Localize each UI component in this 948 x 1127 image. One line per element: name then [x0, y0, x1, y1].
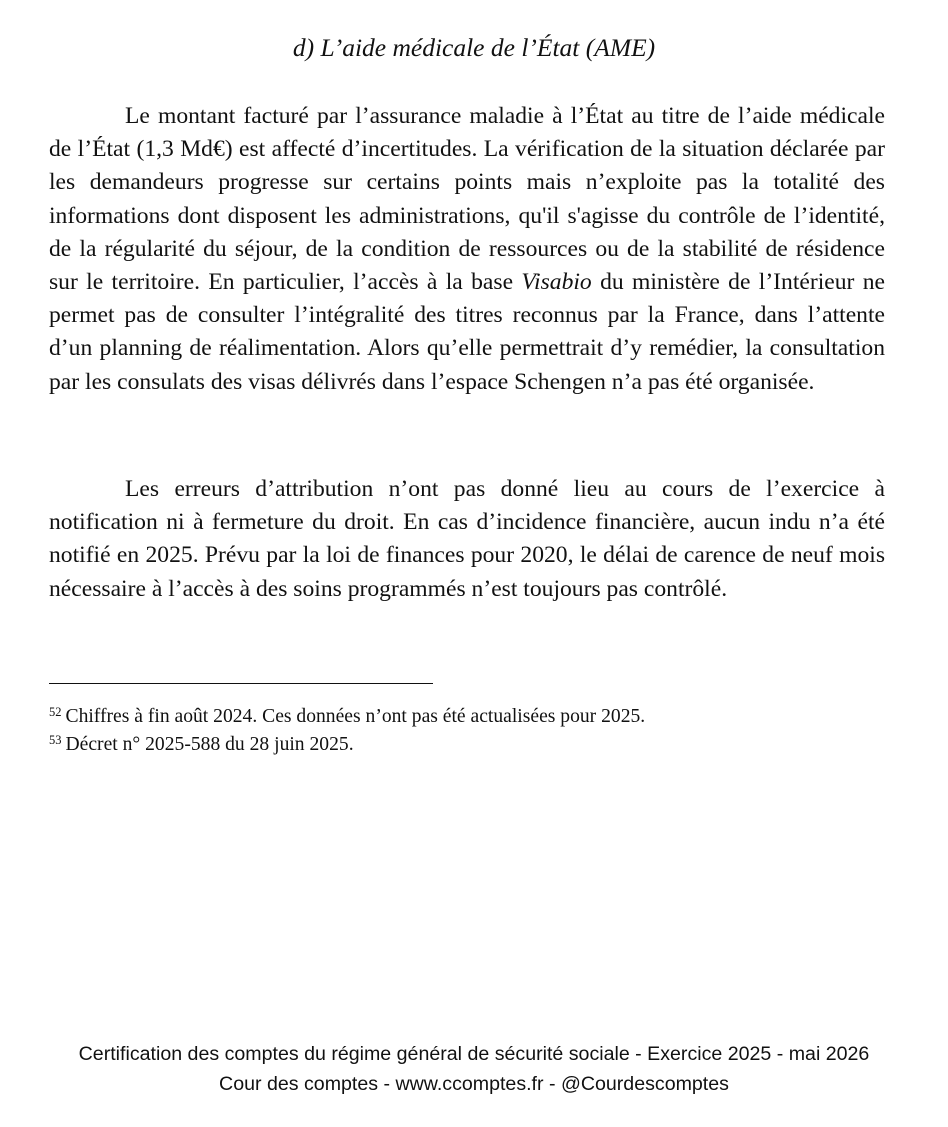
body-paragraph-1 — [49, 100, 885, 399]
paragraph-1-text-a: Le montant facturé par l’assurance maladie à l’État au titre de l’aide médicale de l’État (1,3 Md€) est affecté d’incertitudes. La vérification de la situation déclarée par les demandeurs progresse sur certains points mais n’exploite pas la totalité des informations dont disposent les administrations, qu'il s'agisse du contrôle de l’identité, de la régularité du séjour, de la condition de ressources ou de la stabilité de résidence sur le territoire. En particulier, l’accès à la base — [49, 103, 885, 296]
section-title: d) L’aide médicale de l’État (AME) — [292, 33, 656, 62]
paragraph-1-text-b: du ministère de l’Intérieur ne permet pas de consulter l’intégralité des titres reconnus par la France, dans l’attente d’un planning de réalimentation. Alors qu’elle permettrait d’y remédier, la consultation par les consulats des visas délivrés dans l’espace Schengen n’a pas été organisée. — [49, 269, 886, 395]
footnote-52 — [49, 703, 885, 731]
body-paragraph-2: Les erreurs d’attribution n’ont pas donné lieu au cours de l’exercice à notification ni à fermeture du droit. En cas d’incidence financière, aucun indu n’a été notifié en 2025. Prévu par la loi de finances pour 2020, le délai de carence de neuf mois nécessaire à l’accès à des soins programmés n’est toujours pas contrôlé. — [49, 476, 885, 602]
footnote-separator — [49, 683, 433, 684]
footer-line-2: Cour des comptes - www.ccomptes.fr - @Courdescomptes — [219, 1073, 729, 1095]
footnote-53 — [49, 731, 885, 759]
footer-line-1: Certification des comptes du régime général de sécurité sociale - Exercice 2025 - mai 2026 — [78, 1043, 870, 1065]
visabio-term: Visabio — [521, 269, 592, 296]
footnote-text: Chiffres à fin août 2024. Ces données n’ont pas été actualisées pour 2025. — [65, 706, 646, 727]
footnote-text: Décret n° 2025-588 du 28 juin 2025. — [65, 734, 354, 755]
footnote-number: 53 — [49, 733, 62, 747]
footnote-number: 52 — [49, 705, 62, 719]
